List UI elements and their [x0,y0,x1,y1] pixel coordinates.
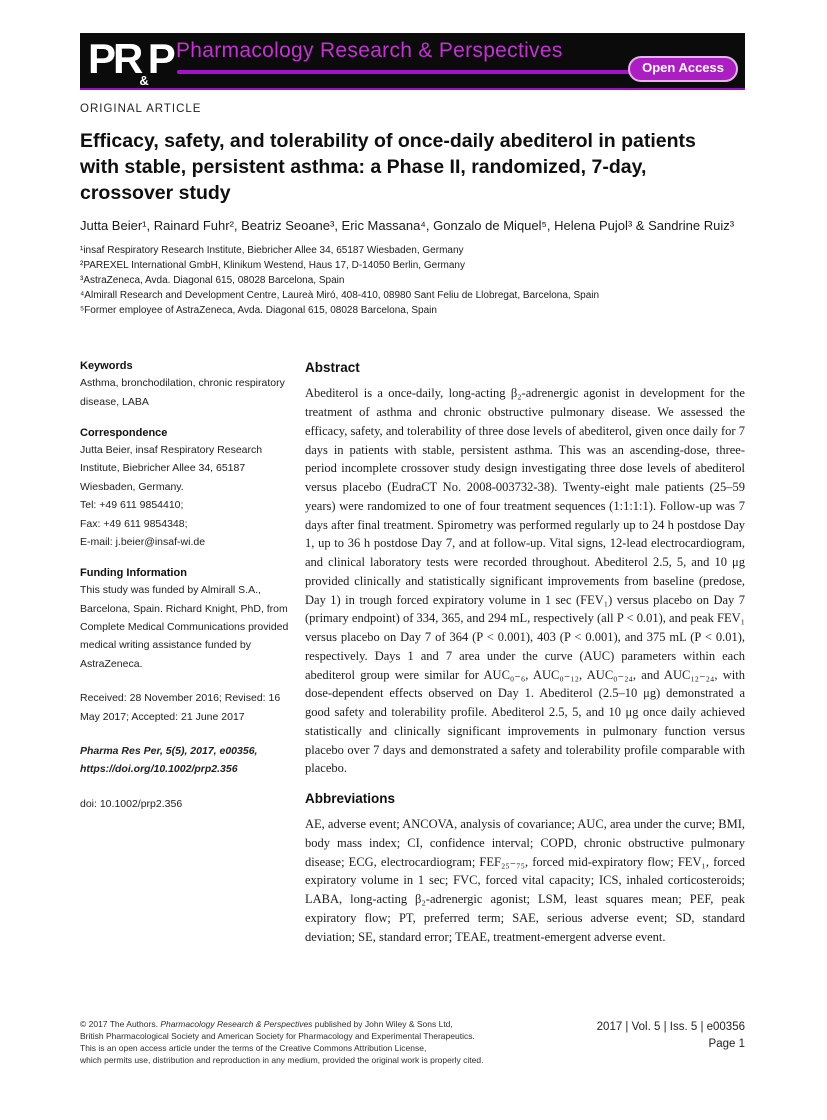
copyright-line-3: This is an open access article under the terms of the Creative Commons Attribution License, [80,1042,427,1053]
copyright-suffix: published by John Wiley & Sons Ltd, [312,1019,453,1029]
citation-doi-link[interactable]: https://doi.org/10.1002/prp2.356 [80,763,238,776]
affiliation-item: ³AstraZeneca, Avda. Diagonal 615, 08028 Barcelona, Spain [80,275,345,287]
abstract-heading: Abstract [305,360,360,376]
affiliation-item: ⁴Almirall Research and Development Centre, Laureà Miró, 408-410, 08980 Sant Feliu de Llobregat, Barcelona, Spain [80,290,600,302]
abstract-text: Abediterol is a once-daily, long-acting β₂-adrenergic agonist in development for the treatment of asthma and chronic obstructive pulmonary disease. We assessed the efficacy, safety, and tolerability of three dose levels of abediterol, given once daily for 7 days in patients with stable, persistent asthma. This was an ascending-dose, three-period incomplete crossover study design investigating three dose levels of abediterol versus placebo (EudraCT No. 2008-003732-38). Twenty-eight male patients (25–59 years) were randomized to one of four treatment sequences (1:1:1:1). Follow-up was 7 days after final treatment. Spirometry was performed regularly up to 24 h postdose Day 1, up to 36 h postdose Day 7, and at follow-up. Vital signs, 12-lead electrocardiogram, and clinical laboratory tests were recorded throughout. Abediterol 2.5, 5, and 10 μg provided clinically and statistically significant improvements from baseline (predose, Day 1) in trough forced expiratory volume in 1 sec (FEV₁) versus placebo on Day 7 (primary endpoint) of 334, 365, and 294 mL, respectively (all P < 0.01), and peak FEV₁ versus placebo on Day 7 of 364 (P < 0.001), 403 (P < 0.001), and 375 mL (P < 0.01), respectively. Days 1 and 7 area under the curve (AUC) parameters within each abediterol group were similar for AUC₀₋₆, AUC₀₋₁₂, AUC₀₋₂₄, and AUC₁₂₋₂₄, with dose-dependent effects observed on Day 1. Abediterol (2.5–10 μg) demonstrated a good safety and tolerability profile. Abediterol 2.5, 5, and 10 μg once daily achieved statistically and clinically significant improvements in pulmonary function versus placebo over 7 days and demonstrated a safety and tolerability profile comparable with placebo. [305,386,745,776]
received-revised-accepted: Received: 28 November 2016; Revised: 16 May 2017; Accepted: 21 June 2017 [80,692,281,723]
journal-name: Pharmacology Research & Perspectives [176,39,563,62]
doi-section [80,795,292,813]
affiliation-list [80,243,745,318]
copyright-line-1 [80,1019,483,1031]
correspondence-heading: Correspondence [80,427,168,440]
affiliation-item: ¹insaf Respiratory Research Institute, Biebricher Allee 34, 65187 Wiesbaden, Germany [80,245,464,257]
email-label: E-mail: [80,535,116,548]
affiliation-item: ²PAREXEL International GmbH, Klinikum Westend, Haus 17, D-14050 Berlin, Germany [80,260,465,272]
citation-section [80,742,292,779]
issue-info-block [597,1019,745,1054]
copyright-prefix: © 2017 The Authors. [80,1019,161,1029]
keywords-text: Asthma, bronchodilation, chronic respiratory disease, LABA [80,377,285,408]
copyright-line-2: British Pharmacological Society and American Society for Pharmacology and Experimental Therapeutics. [80,1030,475,1041]
article-type-label: ORIGINAL ARTICLE [80,103,202,115]
abstract-column [305,360,745,946]
keywords-heading: Keywords [80,360,133,373]
citation-reference: Pharma Res Per, 5(5), 2017, e00356, [80,744,258,757]
affiliation-item: ⁵Former employee of AstraZeneca, Avda. Diagonal 615, 08028 Barcelona, Spain [80,305,437,317]
doi-text: doi: 10.1002/prp2.356 [80,797,183,810]
logo-ampersand: & [139,73,149,88]
funding-section [80,567,292,673]
copyright-block [80,1019,483,1067]
page-footer [80,1019,745,1067]
article-body [80,360,745,946]
logo-text-pr: PR [88,35,141,82]
journal-article-page [0,33,827,1120]
logo-text-p: P [147,35,173,82]
correspondence-address: Jutta Beier, insaf Respiratory Research Institute, Biebricher Allee 34, 65187 Wiesbaden, Germany. [80,444,263,493]
keywords-section [80,360,292,411]
correspondence-fax: Fax: +49 611 9854348; [80,517,188,530]
funding-heading: Funding Information [80,567,187,580]
issue-info: 2017 | Vol. 5 | Iss. 5 | e00356 [596,1021,745,1033]
correspondence-section [80,427,292,551]
funding-text: This study was funded by Almirall S.A., Barcelona, Spain. Richard Knight, PhD, from Complete Medical Communications provided medical writing assistance funded by AstraZeneca. [80,584,289,670]
correspondence-tel: Tel: +49 611 9854410; [80,499,184,512]
article-sidebar [80,360,292,946]
abbreviations-text: AE, adverse event; ANCOVA, analysis of covariance; AUC, area under the curve; BMI, body mass index; CI, confidence interval; COPD, chronic obstructive pulmonary disease; ECG, electrocardiogram; FEF₂₅₋₇₅, forced mid-expiratory flow; FEV₁, forced expiratory volume in 1 sec; FVC, forced vital capacity; ICS, inhaled corticosteroids; LABA, long-acting β₂-adrenergic agonist; LSM, least squares mean; PEF, peak expiratory flow; PT, preferred term; SAE, serious adverse event; SD, standard deviation; SE, standard error; TEAE, treatment-emergent adverse event. [305,817,745,944]
history-section [80,689,292,726]
abbreviations-heading: Abbreviations [305,791,396,807]
journal-logo [88,34,173,88]
journal-banner [80,33,745,90]
open-access-badge: Open Access [628,56,738,82]
article-title: Efficacy, safety, and tolerability of once-daily abediterol in patients with stable, persistent asthma: a Phase II, randomized, 7-day, crossover study [80,130,696,204]
correspondence-email-line [80,533,292,551]
copyright-journal-name: Pharmacology Research & Perspectives [160,1019,313,1029]
author-list: Jutta Beier¹, Rainard Fuhr², Beatriz Seoane³, Eric Massana⁴, Gonzalo de Miquel⁵, Helena Pujol³ & Sandrine Ruiz³ [80,217,735,233]
copyright-line-4: which permits use, distribution and reproduction in any medium, provided the original work is properly cited. [80,1054,484,1065]
email-link[interactable]: j.beier@insaf-wi.de [115,535,206,548]
page-number: Page 1 [708,1038,745,1051]
